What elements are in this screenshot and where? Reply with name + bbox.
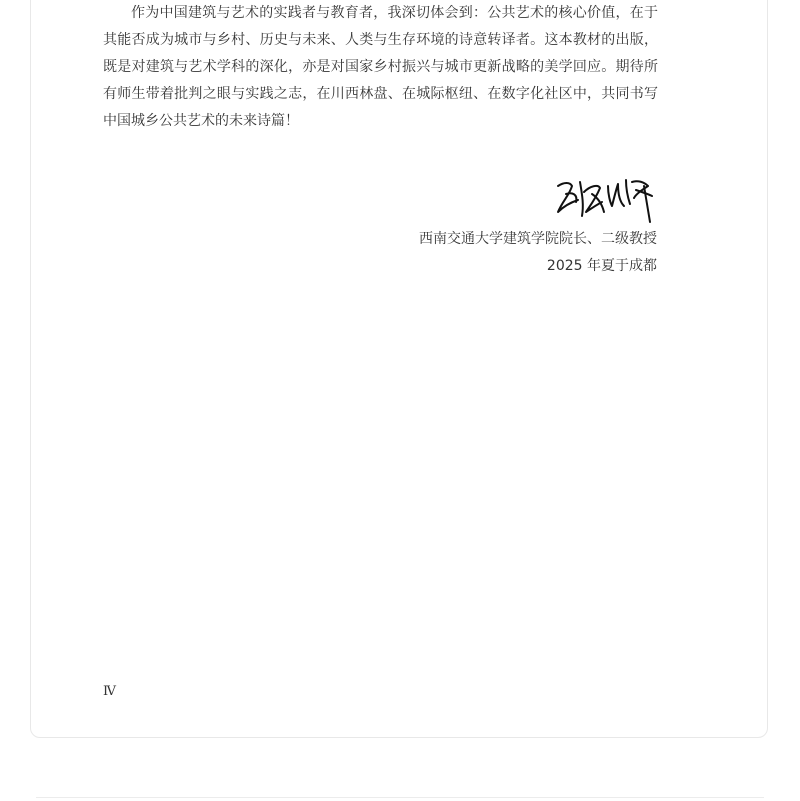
signature-affiliation: 西南交通大学建筑学院院长、二级教授: [419, 231, 657, 247]
page-number: Ⅳ: [103, 684, 116, 699]
handwritten-signature: [552, 172, 660, 226]
preface-paragraph: 作为中国建筑与艺术的实践者与教育者，我深切体会到：公共艺术的核心价值，在于其能否成为城市与乡村、历史与未来、人类与生存环境的诗意转译者。这本教材的出版，既是对建筑与艺术学科的深化，亦是对国家乡村振兴与城市更新战略的美学回应。期待所有师生带着批判之眼与实践之志，在川西林盘、在城际枢纽、在数字化社区中，共同书写中国城乡公共艺术的未来诗篇！: [103, 5, 658, 129]
signature-date: 2025 年夏于成都: [546, 258, 657, 274]
next-page-edge: [36, 797, 764, 801]
